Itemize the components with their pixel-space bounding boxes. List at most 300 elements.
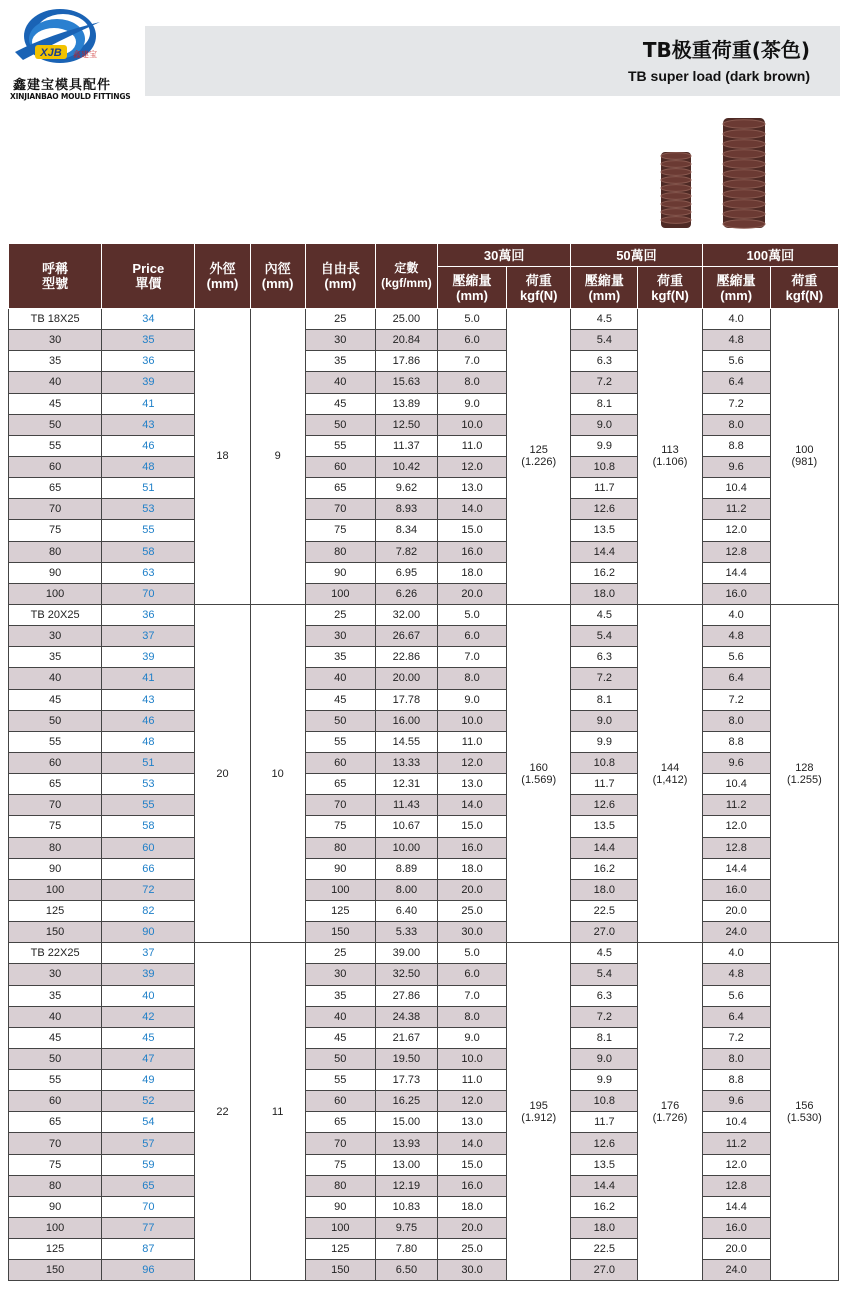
- free-length-cell: 150: [305, 1260, 375, 1281]
- col-model: 呼稱 型號: [9, 244, 102, 309]
- col-deflection-300k: 壓縮量 (mm): [437, 267, 506, 309]
- spring-rate-cell: 9.75: [375, 1218, 437, 1239]
- model-cell: 90: [9, 1196, 102, 1217]
- free-length-cell: 60: [305, 1091, 375, 1112]
- spring-rate-cell: 6.95: [375, 562, 437, 583]
- free-length-cell: 100: [305, 583, 375, 604]
- deflection-300k-cell: 25.0: [437, 1239, 506, 1260]
- deflection-500k-cell: 9.0: [571, 1048, 638, 1069]
- table-row: [9, 1175, 839, 1196]
- table-row: [9, 858, 839, 879]
- model-cell: 30: [9, 626, 102, 647]
- logo-emblem-icon: [5, 6, 115, 72]
- spring-rate-cell: 32.50: [375, 964, 437, 985]
- load-1m-cell: 100 (981): [770, 309, 838, 605]
- model-cell: 50: [9, 1048, 102, 1069]
- model-cell: 40: [9, 668, 102, 689]
- model-cell: 55: [9, 731, 102, 752]
- deflection-500k-cell: 6.3: [571, 647, 638, 668]
- deflection-1m-cell: 4.0: [702, 604, 770, 625]
- col-inner-diameter: 內徑 (mm): [250, 244, 305, 309]
- price-cell: 48: [102, 456, 195, 477]
- deflection-300k-cell: 25.0: [437, 900, 506, 921]
- deflection-500k-cell: 18.0: [571, 1218, 638, 1239]
- model-cell: 30: [9, 964, 102, 985]
- spring-rate-cell: 17.73: [375, 1070, 437, 1091]
- free-length-cell: 50: [305, 710, 375, 731]
- deflection-300k-cell: 16.0: [437, 837, 506, 858]
- table-row: [9, 1133, 839, 1154]
- free-length-cell: 80: [305, 541, 375, 562]
- table-row: [9, 1260, 839, 1281]
- spring-rate-cell: 6.50: [375, 1260, 437, 1281]
- model-cell: 50: [9, 710, 102, 731]
- table-row: [9, 710, 839, 731]
- deflection-1m-cell: 5.6: [702, 351, 770, 372]
- deflection-1m-cell: 20.0: [702, 900, 770, 921]
- spring-rate-cell: 17.86: [375, 351, 437, 372]
- price-cell: 60: [102, 837, 195, 858]
- table-row: [9, 900, 839, 921]
- model-cell: 90: [9, 562, 102, 583]
- deflection-1m-cell: 14.4: [702, 1196, 770, 1217]
- model-cell: 50: [9, 414, 102, 435]
- price-cell: 55: [102, 520, 195, 541]
- spring-rate-cell: 7.82: [375, 541, 437, 562]
- free-length-cell: 125: [305, 900, 375, 921]
- table-row: [9, 689, 839, 710]
- group-300k: 30萬回: [437, 244, 570, 267]
- spring-rate-cell: 25.00: [375, 309, 437, 330]
- model-cell: 35: [9, 351, 102, 372]
- deflection-300k-cell: 9.0: [437, 393, 506, 414]
- free-length-cell: 55: [305, 731, 375, 752]
- spring-rate-cell: 14.55: [375, 731, 437, 752]
- spring-rate-cell: 11.43: [375, 795, 437, 816]
- free-length-cell: 75: [305, 520, 375, 541]
- free-length-cell: 65: [305, 1112, 375, 1133]
- price-cell: 57: [102, 1133, 195, 1154]
- group-500k: 50萬回: [571, 244, 702, 267]
- deflection-500k-cell: 11.7: [571, 1112, 638, 1133]
- price-cell: 63: [102, 562, 195, 583]
- table-row: [9, 1154, 839, 1175]
- model-cell: 45: [9, 689, 102, 710]
- spring-rate-cell: 17.78: [375, 689, 437, 710]
- free-length-cell: 50: [305, 414, 375, 435]
- outer-diameter-cell: 20: [195, 604, 250, 942]
- price-cell: 35: [102, 330, 195, 351]
- free-length-cell: 75: [305, 816, 375, 837]
- company-name-en: XINJIANBAO MOULD FITTINGS: [10, 92, 131, 101]
- deflection-1m-cell: 16.0: [702, 879, 770, 900]
- deflection-300k-cell: 15.0: [437, 816, 506, 837]
- load-300k-cell: 195 (1.912): [507, 943, 571, 1281]
- deflection-1m-cell: 20.0: [702, 1239, 770, 1260]
- page-subtitle: TB super load (dark brown): [627, 68, 810, 84]
- table-row: [9, 351, 839, 372]
- deflection-500k-cell: 12.6: [571, 1133, 638, 1154]
- price-cell: 43: [102, 689, 195, 710]
- model-cell: 65: [9, 1112, 102, 1133]
- table-body: [9, 309, 839, 1281]
- price-cell: 58: [102, 541, 195, 562]
- spring-rate-cell: 8.34: [375, 520, 437, 541]
- spring-rate-cell: 7.80: [375, 1239, 437, 1260]
- inner-diameter-cell: 10: [250, 604, 305, 942]
- deflection-500k-cell: 4.5: [571, 943, 638, 964]
- spring-rate-cell: 24.38: [375, 1006, 437, 1027]
- spring-rate-cell: 6.26: [375, 583, 437, 604]
- deflection-500k-cell: 9.9: [571, 1070, 638, 1091]
- table-row: [9, 1112, 839, 1133]
- deflection-300k-cell: 6.0: [437, 626, 506, 647]
- spring-rate-cell: 5.33: [375, 922, 437, 943]
- load-500k-cell: 113 (1.106): [638, 309, 702, 605]
- free-length-cell: 50: [305, 1048, 375, 1069]
- table-row: [9, 520, 839, 541]
- model-cell: 150: [9, 922, 102, 943]
- price-cell: 96: [102, 1260, 195, 1281]
- spring-rate-cell: 8.93: [375, 499, 437, 520]
- model-cell: 65: [9, 774, 102, 795]
- deflection-500k-cell: 9.9: [571, 731, 638, 752]
- model-cell: 60: [9, 456, 102, 477]
- deflection-1m-cell: 8.8: [702, 731, 770, 752]
- deflection-500k-cell: 18.0: [571, 583, 638, 604]
- model-cell: 40: [9, 372, 102, 393]
- free-length-cell: 30: [305, 330, 375, 351]
- price-cell: 36: [102, 351, 195, 372]
- spring-rate-cell: 9.62: [375, 478, 437, 499]
- spring-rate-cell: 22.86: [375, 647, 437, 668]
- load-500k-cell: 176 (1.726): [638, 943, 702, 1281]
- deflection-500k-cell: 13.5: [571, 520, 638, 541]
- table-row: [9, 414, 839, 435]
- spring-rate-cell: 16.25: [375, 1091, 437, 1112]
- deflection-1m-cell: 7.2: [702, 1027, 770, 1048]
- deflection-1m-cell: 8.0: [702, 710, 770, 731]
- price-cell: 46: [102, 710, 195, 731]
- spring-rate-cell: 20.84: [375, 330, 437, 351]
- model-cell: 60: [9, 752, 102, 773]
- deflection-300k-cell: 12.0: [437, 456, 506, 477]
- price-cell: 77: [102, 1218, 195, 1239]
- free-length-cell: 75: [305, 1154, 375, 1175]
- model-cell: 75: [9, 816, 102, 837]
- deflection-500k-cell: 8.1: [571, 1027, 638, 1048]
- page-title: TB极重荷重(茶色): [642, 38, 810, 62]
- deflection-1m-cell: 7.2: [702, 393, 770, 414]
- table-row: [9, 731, 839, 752]
- table-row: [9, 1070, 839, 1091]
- deflection-1m-cell: 8.0: [702, 1048, 770, 1069]
- deflection-500k-cell: 4.5: [571, 309, 638, 330]
- deflection-300k-cell: 9.0: [437, 689, 506, 710]
- table-row: [9, 985, 839, 1006]
- spring-rate-cell: 27.86: [375, 985, 437, 1006]
- spring-rate-cell: 12.31: [375, 774, 437, 795]
- deflection-300k-cell: 8.0: [437, 372, 506, 393]
- table-row: [9, 816, 839, 837]
- deflection-1m-cell: 12.0: [702, 1154, 770, 1175]
- load-500k-cell: 144 (1,412): [638, 604, 702, 942]
- deflection-300k-cell: 5.0: [437, 309, 506, 330]
- deflection-300k-cell: 15.0: [437, 520, 506, 541]
- deflection-1m-cell: 10.4: [702, 478, 770, 499]
- free-length-cell: 45: [305, 393, 375, 414]
- spring-rate-cell: 21.67: [375, 1027, 437, 1048]
- table-row: [9, 964, 839, 985]
- price-cell: 53: [102, 774, 195, 795]
- price-cell: 45: [102, 1027, 195, 1048]
- price-cell: 40: [102, 985, 195, 1006]
- table-row: [9, 626, 839, 647]
- deflection-1m-cell: 11.2: [702, 795, 770, 816]
- model-cell: 150: [9, 1260, 102, 1281]
- deflection-500k-cell: 6.3: [571, 351, 638, 372]
- deflection-500k-cell: 14.4: [571, 541, 638, 562]
- deflection-500k-cell: 12.6: [571, 499, 638, 520]
- model-cell: 55: [9, 1070, 102, 1091]
- model-cell: 125: [9, 1239, 102, 1260]
- deflection-1m-cell: 14.4: [702, 858, 770, 879]
- small-spring-icon: [661, 152, 691, 228]
- deflection-500k-cell: 10.8: [571, 1091, 638, 1112]
- deflection-300k-cell: 8.0: [437, 1006, 506, 1027]
- spring-rate-cell: 26.67: [375, 626, 437, 647]
- model-cell: 60: [9, 1091, 102, 1112]
- deflection-500k-cell: 7.2: [571, 668, 638, 689]
- table-row: [9, 393, 839, 414]
- free-length-cell: 90: [305, 562, 375, 583]
- model-cell: 35: [9, 647, 102, 668]
- free-length-cell: 40: [305, 1006, 375, 1027]
- deflection-1m-cell: 24.0: [702, 922, 770, 943]
- free-length-cell: 55: [305, 435, 375, 456]
- model-cell: 45: [9, 1027, 102, 1048]
- deflection-1m-cell: 14.4: [702, 562, 770, 583]
- company-logo: [5, 6, 145, 101]
- price-cell: 58: [102, 816, 195, 837]
- table-row: [9, 943, 839, 964]
- spring-rate-cell: 12.50: [375, 414, 437, 435]
- free-length-cell: 100: [305, 879, 375, 900]
- spring-rate-cell: 13.89: [375, 393, 437, 414]
- price-cell: 82: [102, 900, 195, 921]
- price-cell: 66: [102, 858, 195, 879]
- col-load-500k: 荷重 kgf(N): [638, 267, 702, 309]
- inner-diameter-cell: 11: [250, 943, 305, 1281]
- spring-rate-cell: 10.42: [375, 456, 437, 477]
- deflection-300k-cell: 11.0: [437, 731, 506, 752]
- model-cell: 80: [9, 837, 102, 858]
- deflection-300k-cell: 7.0: [437, 351, 506, 372]
- col-spring-rate: 定數 (kgf/mm): [375, 244, 437, 309]
- table-row: [9, 795, 839, 816]
- deflection-500k-cell: 14.4: [571, 837, 638, 858]
- free-length-cell: 25: [305, 604, 375, 625]
- model-cell: 40: [9, 1006, 102, 1027]
- deflection-1m-cell: 5.6: [702, 647, 770, 668]
- free-length-cell: 35: [305, 647, 375, 668]
- price-cell: 47: [102, 1048, 195, 1069]
- deflection-500k-cell: 6.3: [571, 985, 638, 1006]
- spring-rate-cell: 10.67: [375, 816, 437, 837]
- svg-text:鑫建宝: 鑫建宝: [73, 50, 97, 59]
- spring-rate-cell: 11.37: [375, 435, 437, 456]
- model-cell: 30: [9, 330, 102, 351]
- spring-rate-cell: 39.00: [375, 943, 437, 964]
- deflection-1m-cell: 4.0: [702, 309, 770, 330]
- deflection-1m-cell: 12.8: [702, 541, 770, 562]
- deflection-500k-cell: 9.9: [571, 435, 638, 456]
- free-length-cell: 70: [305, 499, 375, 520]
- deflection-300k-cell: 6.0: [437, 330, 506, 351]
- deflection-1m-cell: 12.0: [702, 816, 770, 837]
- model-cell: 70: [9, 1133, 102, 1154]
- spring-rate-cell: 10.83: [375, 1196, 437, 1217]
- deflection-1m-cell: 9.6: [702, 1091, 770, 1112]
- col-load-300k: 荷重 kgf(N): [507, 267, 571, 309]
- spring-rate-cell: 15.00: [375, 1112, 437, 1133]
- large-spring-icon: [723, 118, 765, 228]
- spring-rate-cell: 20.00: [375, 668, 437, 689]
- deflection-500k-cell: 14.4: [571, 1175, 638, 1196]
- spring-rate-cell: 12.19: [375, 1175, 437, 1196]
- table-row: [9, 1239, 839, 1260]
- free-length-cell: 30: [305, 964, 375, 985]
- model-cell: 35: [9, 985, 102, 1006]
- free-length-cell: 150: [305, 922, 375, 943]
- model-cell: 80: [9, 1175, 102, 1196]
- deflection-300k-cell: 12.0: [437, 752, 506, 773]
- spring-rate-cell: 8.89: [375, 858, 437, 879]
- table-row: [9, 837, 839, 858]
- deflection-300k-cell: 16.0: [437, 541, 506, 562]
- title-bar: [145, 26, 840, 96]
- table-row: [9, 1048, 839, 1069]
- deflection-500k-cell: 5.4: [571, 964, 638, 985]
- price-cell: 72: [102, 879, 195, 900]
- price-cell: 70: [102, 1196, 195, 1217]
- table-row: [9, 583, 839, 604]
- spring-rate-cell: 8.00: [375, 879, 437, 900]
- free-length-cell: 30: [305, 626, 375, 647]
- deflection-300k-cell: 15.0: [437, 1154, 506, 1175]
- model-cell: 75: [9, 520, 102, 541]
- deflection-1m-cell: 11.2: [702, 499, 770, 520]
- deflection-300k-cell: 30.0: [437, 922, 506, 943]
- deflection-300k-cell: 10.0: [437, 1048, 506, 1069]
- model-cell: TB 20X25: [9, 604, 102, 625]
- free-length-cell: 70: [305, 1133, 375, 1154]
- deflection-500k-cell: 27.0: [571, 1260, 638, 1281]
- free-length-cell: 35: [305, 985, 375, 1006]
- model-cell: 80: [9, 541, 102, 562]
- deflection-300k-cell: 10.0: [437, 710, 506, 731]
- deflection-300k-cell: 14.0: [437, 1133, 506, 1154]
- table-row: [9, 1218, 839, 1239]
- table-row: [9, 456, 839, 477]
- spring-rate-cell: 13.00: [375, 1154, 437, 1175]
- spring-product-image: [650, 112, 770, 232]
- deflection-1m-cell: 16.0: [702, 583, 770, 604]
- price-cell: 53: [102, 499, 195, 520]
- price-cell: 52: [102, 1091, 195, 1112]
- deflection-300k-cell: 20.0: [437, 879, 506, 900]
- model-cell: 100: [9, 879, 102, 900]
- deflection-300k-cell: 14.0: [437, 795, 506, 816]
- spring-rate-cell: 13.33: [375, 752, 437, 773]
- price-cell: 42: [102, 1006, 195, 1027]
- model-cell: 90: [9, 858, 102, 879]
- deflection-500k-cell: 13.5: [571, 816, 638, 837]
- deflection-1m-cell: 6.4: [702, 372, 770, 393]
- deflection-1m-cell: 4.8: [702, 330, 770, 351]
- free-length-cell: 90: [305, 858, 375, 879]
- deflection-300k-cell: 18.0: [437, 562, 506, 583]
- table-row: [9, 647, 839, 668]
- deflection-500k-cell: 4.5: [571, 604, 638, 625]
- price-cell: 39: [102, 372, 195, 393]
- table-row: [9, 879, 839, 900]
- table-row: [9, 309, 839, 330]
- table-row: [9, 330, 839, 351]
- spring-rate-cell: 15.63: [375, 372, 437, 393]
- free-length-cell: 25: [305, 943, 375, 964]
- price-cell: 37: [102, 626, 195, 647]
- spec-table: [8, 243, 839, 1281]
- model-cell: 70: [9, 795, 102, 816]
- price-cell: 55: [102, 795, 195, 816]
- spring-rate-cell: 16.00: [375, 710, 437, 731]
- free-length-cell: 25: [305, 309, 375, 330]
- deflection-300k-cell: 18.0: [437, 858, 506, 879]
- deflection-1m-cell: 7.2: [702, 689, 770, 710]
- deflection-500k-cell: 5.4: [571, 330, 638, 351]
- deflection-500k-cell: 10.8: [571, 456, 638, 477]
- table-row: [9, 604, 839, 625]
- table-row: [9, 752, 839, 773]
- deflection-500k-cell: 8.1: [571, 393, 638, 414]
- deflection-500k-cell: 11.7: [571, 478, 638, 499]
- deflection-1m-cell: 6.4: [702, 668, 770, 689]
- table-row: [9, 478, 839, 499]
- deflection-500k-cell: 27.0: [571, 922, 638, 943]
- table-header: [9, 244, 839, 309]
- load-1m-cell: 156 (1.530): [770, 943, 838, 1281]
- model-cell: 100: [9, 1218, 102, 1239]
- outer-diameter-cell: 22: [195, 943, 250, 1281]
- price-cell: 34: [102, 309, 195, 330]
- deflection-1m-cell: 4.0: [702, 943, 770, 964]
- deflection-300k-cell: 5.0: [437, 943, 506, 964]
- deflection-1m-cell: 8.0: [702, 414, 770, 435]
- deflection-500k-cell: 13.5: [571, 1154, 638, 1175]
- free-length-cell: 90: [305, 1196, 375, 1217]
- deflection-300k-cell: 9.0: [437, 1027, 506, 1048]
- table-row: [9, 1196, 839, 1217]
- spring-rate-cell: 32.00: [375, 604, 437, 625]
- deflection-300k-cell: 18.0: [437, 1196, 506, 1217]
- load-1m-cell: 128 (1.255): [770, 604, 838, 942]
- load-300k-cell: 125 (1.226): [507, 309, 571, 605]
- company-name-cn: 鑫建宝模具配件: [13, 78, 112, 93]
- deflection-1m-cell: 4.8: [702, 626, 770, 647]
- deflection-300k-cell: 6.0: [437, 964, 506, 985]
- price-cell: 59: [102, 1154, 195, 1175]
